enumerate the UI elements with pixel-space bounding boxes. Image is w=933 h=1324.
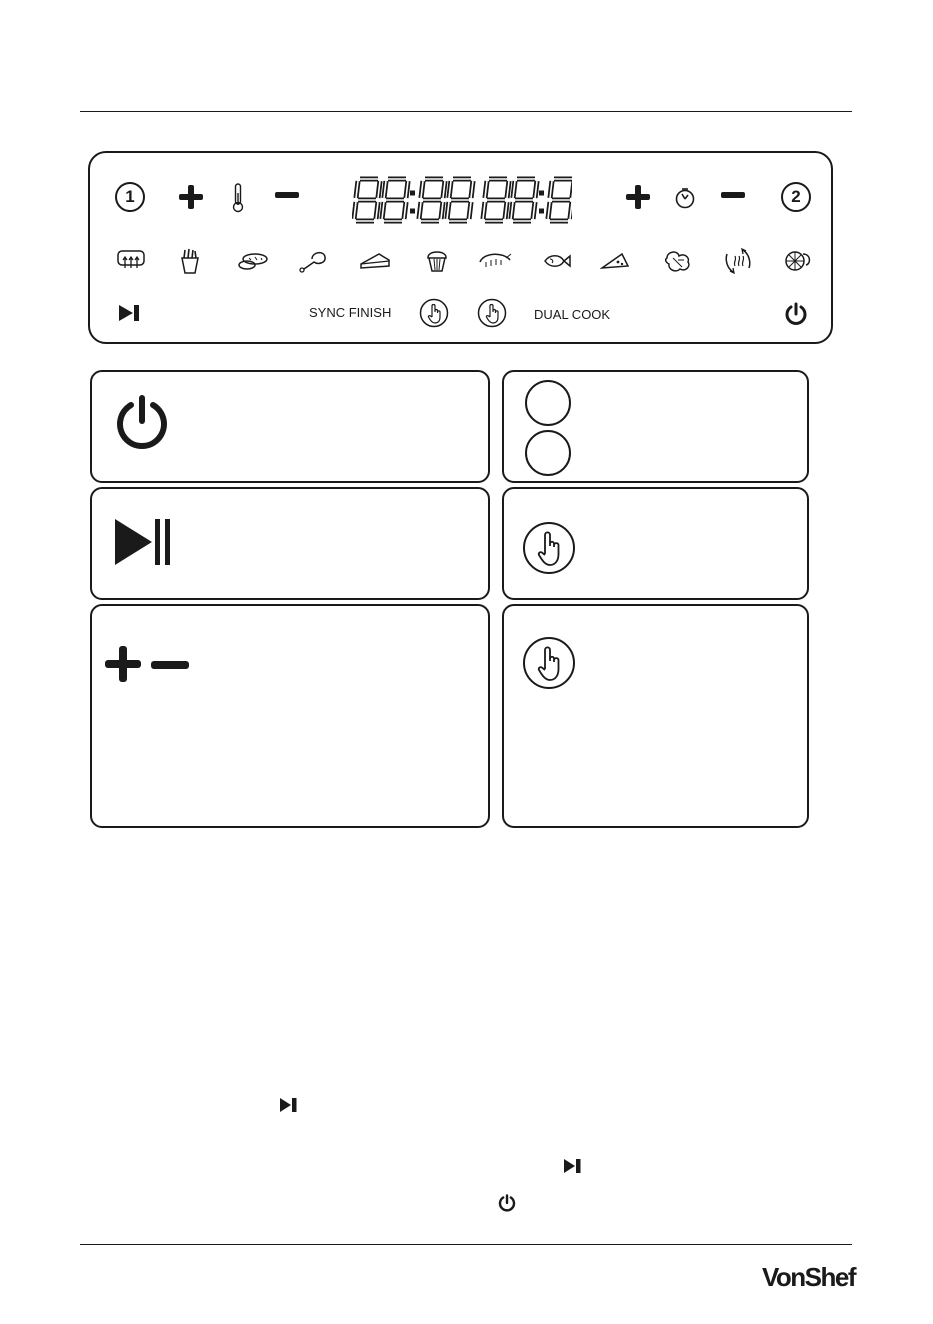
dual-cook-label: DUAL COOK xyxy=(534,307,611,322)
fruit-slices-icon[interactable] xyxy=(784,249,812,273)
preheat-icon[interactable] xyxy=(117,250,145,272)
chicken-drumstick-icon[interactable] xyxy=(298,249,328,273)
time-plus-icon[interactable] xyxy=(625,184,651,210)
play-pause-icon[interactable] xyxy=(118,304,142,322)
display-colon xyxy=(410,209,415,214)
display-colon xyxy=(539,191,544,196)
timer-icon xyxy=(674,187,696,209)
zone-2-button[interactable] xyxy=(781,182,811,212)
thermometer-icon xyxy=(231,183,245,213)
fish-icon[interactable] xyxy=(542,253,572,269)
touch-finger-icon xyxy=(522,636,576,690)
play-pause-icon xyxy=(114,517,176,567)
play-pause-icon xyxy=(563,1158,583,1174)
power-icon[interactable] xyxy=(784,302,808,326)
power-icon xyxy=(114,394,170,450)
plus-icon xyxy=(104,645,142,683)
minus-icon xyxy=(150,660,190,670)
zone-1-circle-icon xyxy=(525,380,571,426)
header-rule xyxy=(80,111,852,112)
shrimp-icon[interactable] xyxy=(478,250,512,270)
display-colon xyxy=(410,191,415,196)
temperature-minus-icon[interactable] xyxy=(274,191,300,199)
control-panel xyxy=(88,151,833,344)
time-minus-icon[interactable] xyxy=(720,191,746,199)
play-pause-icon xyxy=(279,1097,299,1113)
sausages-icon[interactable] xyxy=(237,252,269,272)
sync-finish-label: SYNC FINISH xyxy=(309,305,392,320)
pizza-icon[interactable] xyxy=(600,252,630,270)
fries-icon[interactable] xyxy=(179,248,201,274)
footer-rule xyxy=(80,1244,852,1245)
vegetables-icon[interactable] xyxy=(664,248,694,274)
steak-icon[interactable] xyxy=(359,252,391,270)
plus-minus-legend-box xyxy=(90,604,490,828)
zone-legend-box xyxy=(502,370,809,483)
touch-finger-icon xyxy=(522,521,576,575)
brand-logo: VonShef xyxy=(761,1262,855,1292)
sync-finish-touch-icon[interactable] xyxy=(419,298,449,328)
power-legend-box xyxy=(90,370,490,483)
display-colon xyxy=(539,209,544,214)
zone-2-label: 2 xyxy=(791,187,801,206)
power-icon xyxy=(498,1194,516,1212)
play-pause-legend-box xyxy=(90,487,490,600)
zone-1-button[interactable] xyxy=(115,182,145,212)
temperature-plus-icon[interactable] xyxy=(178,184,204,210)
muffin-icon[interactable] xyxy=(426,247,448,273)
dual-cook-touch-icon[interactable] xyxy=(477,298,507,328)
sync-finish-legend-box xyxy=(502,487,809,600)
zone-1-label: 1 xyxy=(125,187,135,206)
dehydrate-icon[interactable] xyxy=(724,248,752,274)
digital-display xyxy=(352,175,572,225)
zone-2-circle-icon xyxy=(525,430,571,476)
dual-cook-legend-box xyxy=(502,604,809,828)
